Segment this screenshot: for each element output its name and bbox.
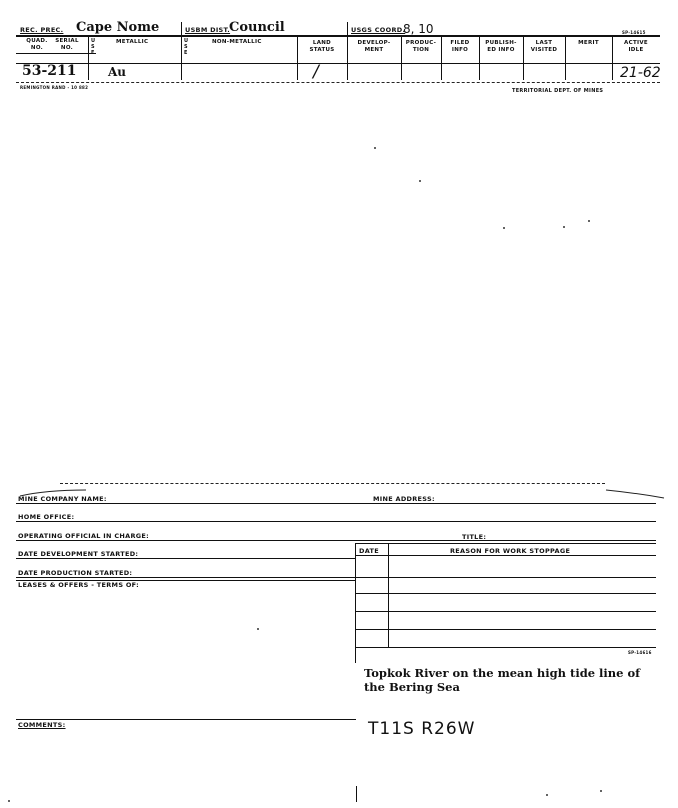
- active-idle-value: 21-62: [620, 65, 661, 81]
- col-production: PRODUC- TION: [405, 40, 437, 53]
- home-office-label: HOME OFFICE:: [18, 513, 75, 521]
- rule: [356, 629, 656, 630]
- date-col-header: DATE: [359, 547, 379, 555]
- divider: [388, 543, 389, 648]
- rule: [356, 611, 656, 612]
- col-use-2: U S E: [184, 38, 189, 56]
- col-last-visited: LAST VISITED: [530, 40, 558, 53]
- speck: [374, 147, 376, 149]
- divider: [181, 22, 182, 80]
- col-land-status: LAND STATUS: [309, 40, 335, 53]
- rec-prec-label: REC. PREC.: [20, 26, 64, 34]
- form-number-2: SP-14616: [628, 650, 652, 655]
- speck: [600, 790, 602, 792]
- col-quad: QUAD. NO.: [26, 38, 48, 51]
- speck: [257, 628, 259, 630]
- divider: [356, 786, 357, 802]
- reason-col-header: REASON FOR WORK STOPPAGE: [450, 547, 571, 555]
- speck: [419, 180, 421, 182]
- col-development: DEVELOP- MENT: [357, 40, 391, 53]
- col-published-info: PUBLISH- ED INFO: [485, 40, 517, 53]
- rule: [356, 555, 656, 556]
- speck: [588, 220, 590, 222]
- title-label: TITLE:: [462, 533, 487, 541]
- quad-serial-value: 53-211: [22, 63, 77, 79]
- metallic-value: Au: [108, 65, 127, 79]
- date-dev-label: DATE DEVELOPMENT STARTED:: [18, 550, 139, 558]
- form-number: SP-14615: [622, 30, 646, 35]
- footer-left: REMINGTON RAND - 10 882: [20, 85, 89, 90]
- mine-company-label: MINE COMPANY NAME:: [18, 495, 107, 503]
- usbm-dist-value: Council: [229, 20, 285, 35]
- date-prod-label: DATE PRODUCTION STARTED:: [18, 569, 133, 577]
- col-active-idle: ACTIVE IDLE: [624, 40, 648, 53]
- rule: [16, 521, 656, 522]
- rule: [16, 577, 656, 578]
- divider: [355, 543, 356, 663]
- speck: [8, 800, 10, 802]
- usgs-coord-value: 8, 10: [403, 22, 434, 36]
- rule: [16, 580, 356, 581]
- speck: [503, 227, 505, 229]
- col-filed-info: FILED INFO: [450, 40, 470, 53]
- header-divider: [16, 63, 660, 64]
- footer-right: TERRITORIAL DEPT. OF MINES: [512, 88, 604, 94]
- rule: [356, 543, 656, 544]
- speck: [563, 226, 565, 228]
- speck: [546, 794, 548, 796]
- curved-edge-lines: [16, 484, 666, 500]
- rule: [356, 647, 656, 648]
- header-underline: [16, 35, 660, 37]
- comments-label: COMMENTS:: [18, 721, 66, 729]
- leases-label: LEASES & OFFERS - TERMS OF:: [18, 581, 139, 589]
- land-status-value: /: [313, 62, 319, 82]
- header-divider: [16, 53, 96, 54]
- mine-address-label: MINE ADDRESS:: [373, 495, 435, 503]
- col-serial: SERIAL NO.: [55, 38, 79, 51]
- col-metallic: METALLIC: [116, 39, 149, 45]
- rule: [16, 558, 356, 559]
- rule: [16, 540, 656, 541]
- usgs-coord-label: USGS COORD.: [351, 26, 406, 34]
- usbm-dist-label: USBM DIST.: [185, 26, 231, 34]
- divider: [88, 36, 89, 80]
- handwritten-township: T11S R26W: [368, 719, 476, 739]
- rec-prec-value: Cape Nome: [76, 20, 160, 35]
- rule: [356, 593, 656, 594]
- col-non-metallic: NON-METALLIC: [212, 39, 262, 45]
- typed-location: Topkok River on the mean high tide line of the Bering Sea: [364, 666, 641, 694]
- card-bottom-dash: [16, 82, 660, 83]
- col-use-1: U S E: [91, 38, 96, 56]
- rule: [16, 503, 656, 504]
- operating-official-label: OPERATING OFFICIAL IN CHARGE:: [18, 532, 150, 540]
- col-merit: MERIT: [578, 40, 599, 46]
- rule: [16, 719, 356, 720]
